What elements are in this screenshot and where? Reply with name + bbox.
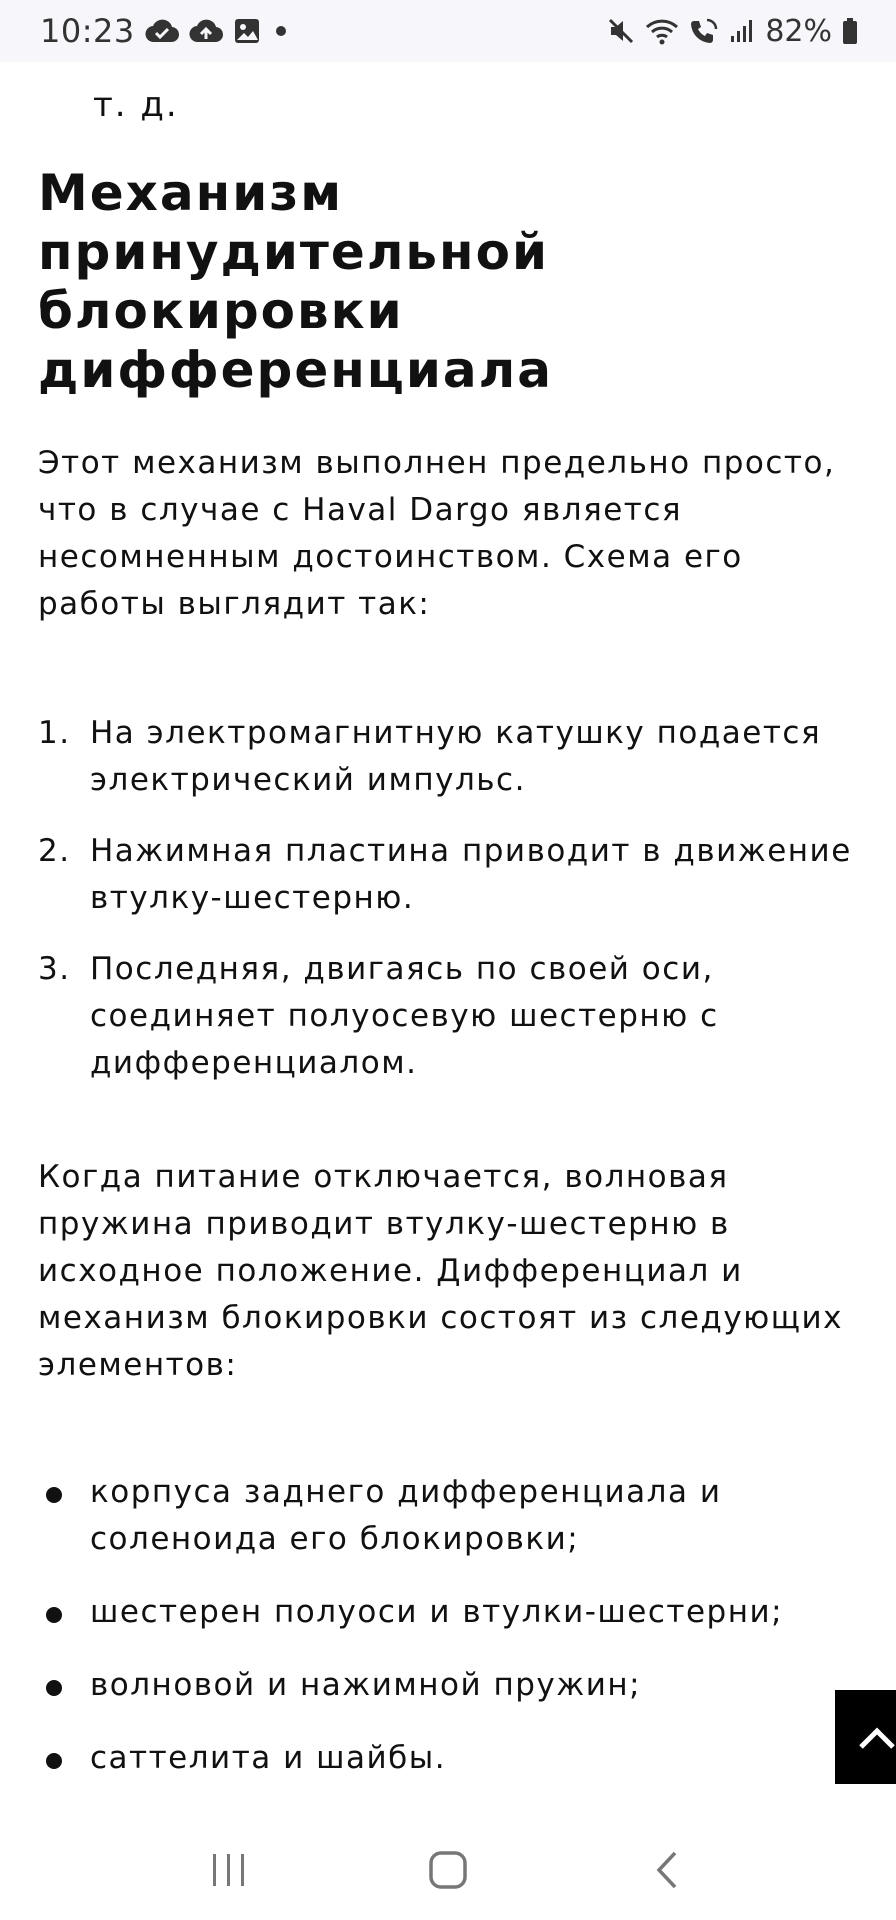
components-list <box>38 1469 858 1782</box>
step-number: 2. <box>38 833 71 869</box>
list-item <box>38 1589 858 1636</box>
intro-paragraph: Этот механизм выполнен предельно просто, что в случае с Haval Dargo является несомненным достоинством. Схема его работы выглядит так: <box>38 445 836 622</box>
section-heading: Механизм принудительной блокировки дифференциала <box>38 164 553 399</box>
step-number: 1. <box>38 715 71 751</box>
check-cloud-icon <box>145 18 179 44</box>
steps-list <box>38 710 858 1087</box>
list-item <box>38 828 858 922</box>
back-button[interactable] <box>627 1830 707 1910</box>
status-left <box>40 12 291 50</box>
bullet-icon <box>46 1753 62 1769</box>
navigation-bar <box>0 1820 896 1920</box>
list-item <box>38 1662 858 1709</box>
list-item <box>38 1735 858 1782</box>
step-text: На электромагнитную катушку подается электрический импульс. <box>90 715 822 798</box>
cut-off-text: т. д. <box>93 85 179 125</box>
status-right <box>607 14 858 49</box>
list-item <box>38 1469 858 1563</box>
wifi-call-icon <box>689 17 719 45</box>
back-icon <box>653 1850 681 1890</box>
list-item <box>38 946 858 1087</box>
mute-icon <box>607 17 635 45</box>
home-button[interactable] <box>408 1830 488 1910</box>
step-number: 3. <box>38 951 71 987</box>
signal-icon <box>729 18 755 44</box>
cloud-upload-icon <box>189 18 223 44</box>
bullet-icon <box>46 1487 62 1503</box>
image-icon <box>233 17 261 45</box>
battery-icon <box>842 17 858 45</box>
component-text: корпуса заднего дифференциала и соленоида его блокировки; <box>90 1474 722 1557</box>
home-icon <box>428 1850 468 1890</box>
component-text: волновой и нажимной пружин; <box>90 1667 642 1703</box>
status-time: 10:23 <box>40 12 135 50</box>
step-text: Нажимная пластина приводит в движение втулку-шестерню. <box>90 833 852 916</box>
component-text: саттелита и шайбы. <box>90 1740 447 1776</box>
dot-icon <box>271 21 291 41</box>
wifi-icon <box>645 17 679 45</box>
recents-button[interactable] <box>189 1830 269 1910</box>
middle-paragraph: Когда питание отключается, волновая пружина приводит втулку-шестерню в исходное положение. Дифференциал и механизм блокировки состоят из следующих элементов: <box>38 1159 843 1383</box>
bullet-icon <box>46 1680 62 1696</box>
chevron-up-icon <box>857 1723 896 1751</box>
list-item <box>38 710 858 804</box>
scroll-to-top-button[interactable] <box>835 1690 896 1784</box>
status-bar <box>0 0 896 62</box>
component-text: шестерен полуоси и втулки-шестерни; <box>90 1594 784 1630</box>
recents-icon <box>209 1852 249 1888</box>
bullet-icon <box>46 1607 62 1623</box>
step-text: Последняя, двигаясь по своей оси, соединяет полуосевую шестерню с дифференциалом. <box>90 951 719 1081</box>
battery-percent: 82% <box>765 13 832 49</box>
article-content <box>0 62 896 1820</box>
